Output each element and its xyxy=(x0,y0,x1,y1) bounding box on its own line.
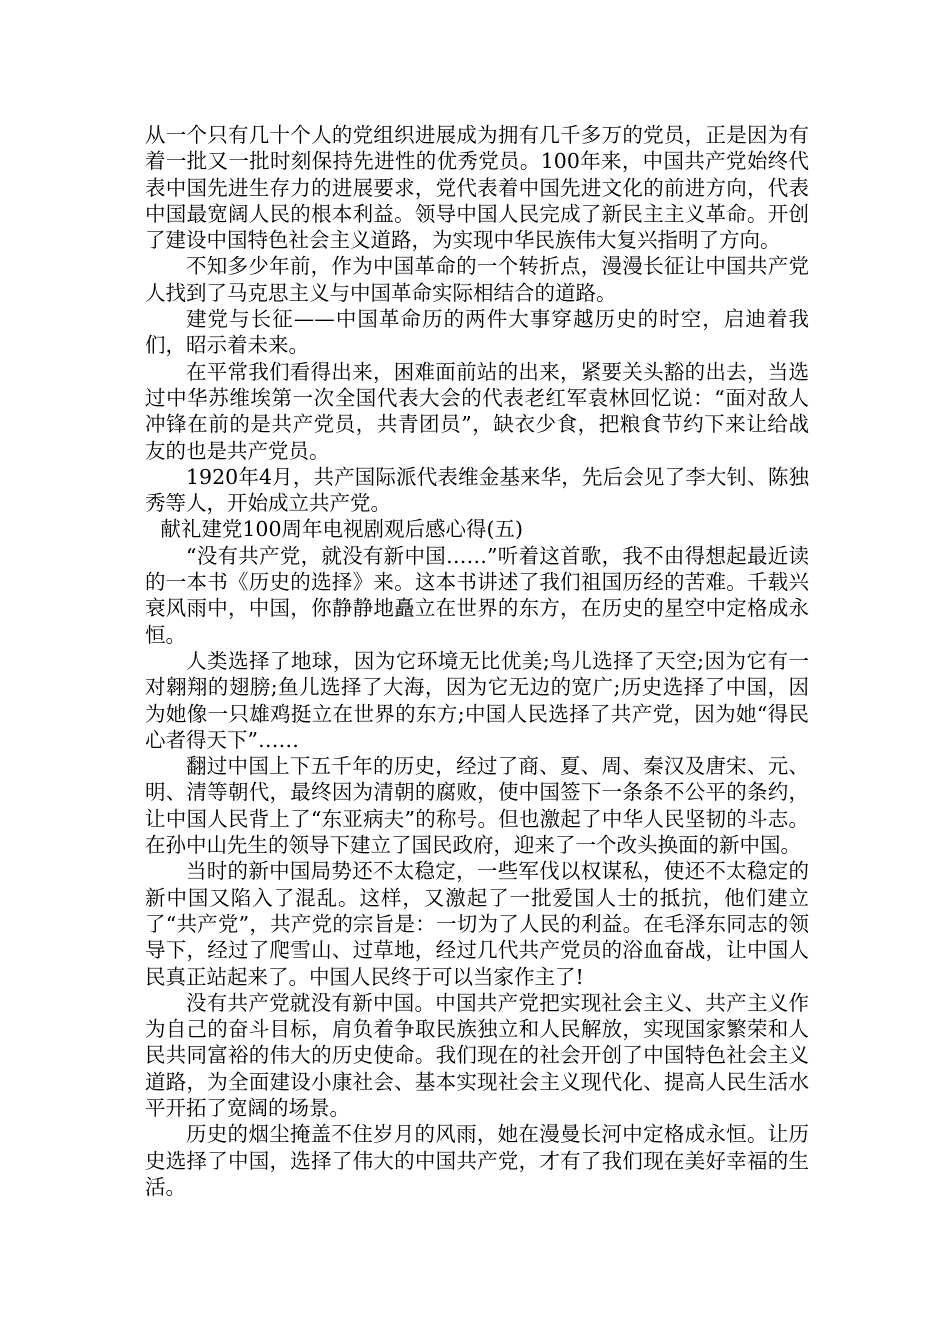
paragraph-1: 从一个只有几十个人的党组织进展成为拥有几千多万的党员，正是因为有着一批又一批时刻保持先进性的优秀党员。100年来，中国共产党始终代表中国先进生存力的进展要求，党代表着中国先进文化的前进方向，代表中国最宽阔人民的根本利益。领导中国人民完成了新民主主义革命。开创了建设中国特色社会主义道路，为实现中华民族伟大复兴指明了方向。 xyxy=(145,123,809,253)
paragraph-10: 没有共产党就没有新中国。中国共产党把实现社会主义、共产主义作为自己的奋斗目标，肩负着争取民族独立和人民解放，实现国家繁荣和人民共同富裕的伟大的历史使命。我们现在的社会开创了中国特色社会主义道路，为全面建设小康社会、基本实现社会主义现代化、提高人民生活水平开拓了宽阔的场景。 xyxy=(145,990,809,1120)
section-heading: 献礼建党100周年电视剧观后感心得(五) xyxy=(160,517,523,542)
document-body xyxy=(145,122,809,1200)
paragraph-5: 1920年4月，共产国际派代表维金基来华，先后会见了李大钊、陈独秀等人，开始成立共产党。 xyxy=(145,464,809,516)
paragraph-6: “没有共产党，就没有新中国……”听着这首歌，我不由得想起最近读的一本书《历史的选择》来。这本书讲述了我们祖国历经的苦难。千载兴衰风雨中，中国，你静静地矗立在世界的东方，在历史的星空中定格成永恒。 xyxy=(145,543,809,647)
paragraph-4: 在平常我们看得出来，困难面前站的出来，紧要关头豁的出去，当选过中华苏维埃第一次全国代表大会的代表老红军袁林回忆说：“面对敌人冲锋在前的是共产党员，共青团员”，缺衣少食，把粮食节约下来让给战友的也是共产党员。 xyxy=(145,359,809,463)
paragraph-7: 人类选择了地球，因为它环境无比优美;鸟儿选择了天空;因为它有一对翱翔的翅膀;鱼儿选择了大海，因为它无边的宽广;历史选择了中国，因为她像一只雄鸡挺立在世界的东方;中国人民选择了共产党，因为她“得民心者得天下”…… xyxy=(145,648,809,752)
paragraph-9: 当时的新中国局势还不太稳定，一些军伐以权谋私，使还不太稳定的新中国又陷入了混乱。这样，又激起了一批爱国人士的抵抗，他们建立了“共产党”，共产党的宗旨是：一切为了人民的利益。在毛泽东同志的领导下，经过了爬雪山、过草地，经过几代共产党员的浴血奋战，让中国人民真正站起来了。中国人民终于可以当家作主了! xyxy=(145,859,809,989)
paragraph-11: 历史的烟尘掩盖不住岁月的风雨，她在漫曼长河中定格成永恒。让历史选择了中国，选择了伟大的中国共产党，才有了我们现在美好幸福的生活。 xyxy=(145,1122,809,1199)
paragraph-8: 翻过中国上下五千年的历史，经过了商、夏、周、秦汉及唐宋、元、明、清等朝代，最终因为清朝的腐败，使中国签下一条条不公平的条约，让中国人民背上了“东亚病夫”的称号。但也激起了中华人民坚韧的斗志。在孙中山先生的领导下建立了国民政府，迎来了一个改头换面的新中国。 xyxy=(145,754,809,858)
paragraph-2: 不知多少年前，作为中国革命的一个转折点，漫漫长征让中国共产党人找到了马克思主义与中国革命实际相结合的道路。 xyxy=(145,254,809,305)
paragraph-3: 建党与长征——中国革命历的两件大事穿越历史的时空，启迪着我们，昭示着未来。 xyxy=(145,307,809,358)
